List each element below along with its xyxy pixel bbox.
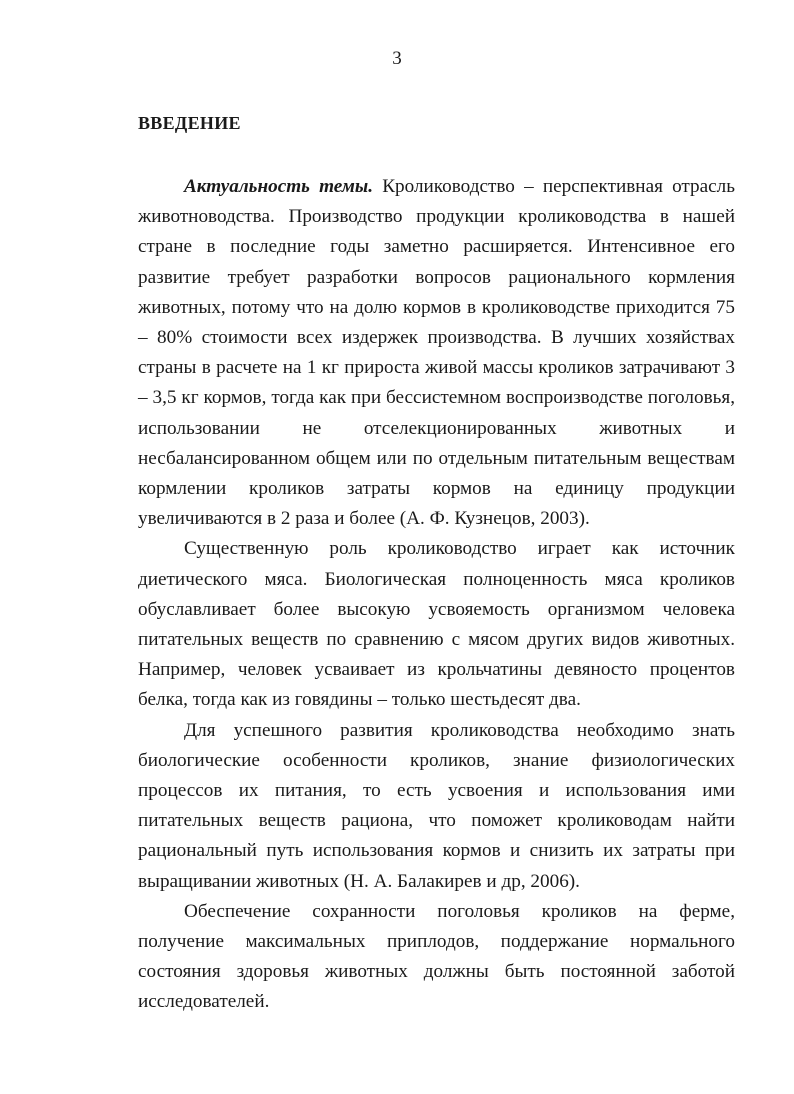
paragraph-text: Для успешного развития кролиководства необходимо знать биологические особенности кроликов, знание физиологических процессов их питания, то есть усвоения и использования ими питательных веществ рациона, что поможет кролиководам найти рациональный путь использования кормов и снизить их затраты при выращивании животных (Н. А. Балакирев и др, 2006).: [138, 719, 735, 892]
paragraph-diet-meat: [138, 534, 735, 715]
paragraph-text: Кролиководство – перспективная отрасль животноводства. Производство продукции кролиководства в нашей стране в последние годы заметно расширяется. Интенсивное его развитие требует разработки вопросов рационального кормления животных, потому что на долю кормов в кролиководстве приходится 75 – 80% стоимости всех издержек производства. В лучших хозяйствах страны в расчете на 1 кг прироста живой массы кроликов затрачивают 3 – 3,5 кг кормов, тогда как при бессистемном воспроизводстве поголовья, использовании не отселекционированных животных и несбалансированном общем или по отдельным питательным веществам кормлении кроликов затраты кормов на единицу продукции увеличиваются в 2 раза и более (А. Ф. Кузнецов, 2003).: [138, 176, 735, 530]
paragraph-livestock-safety: [138, 897, 735, 1018]
paragraph-relevance: [138, 172, 735, 534]
body-text: [138, 172, 735, 1018]
page-number: 3: [392, 48, 402, 69]
section-heading: ВВЕДЕНИЕ: [138, 113, 241, 133]
paragraph-biology: [138, 716, 735, 897]
paragraph-text: Существенную роль кролиководство играет как источник диетического мяса. Биологическая полноценность мяса кроликов обуславливает более высокую усвояемость организмом человека питательных веществ по сравнению с мясом других видов животных. Например, человек усваивает из крольчатины девяносто процентов белка, тогда как из говядины – только шестьдесят два.: [138, 538, 735, 711]
paragraph-text: Обеспечение сохранности поголовья кроликов на ферме, получение максимальных приплодов, поддержание нормального состояния здоровья животных должны быть постоянной заботой исследователей.: [138, 900, 735, 1013]
paragraph-lead: Актуальность темы.: [184, 176, 374, 197]
